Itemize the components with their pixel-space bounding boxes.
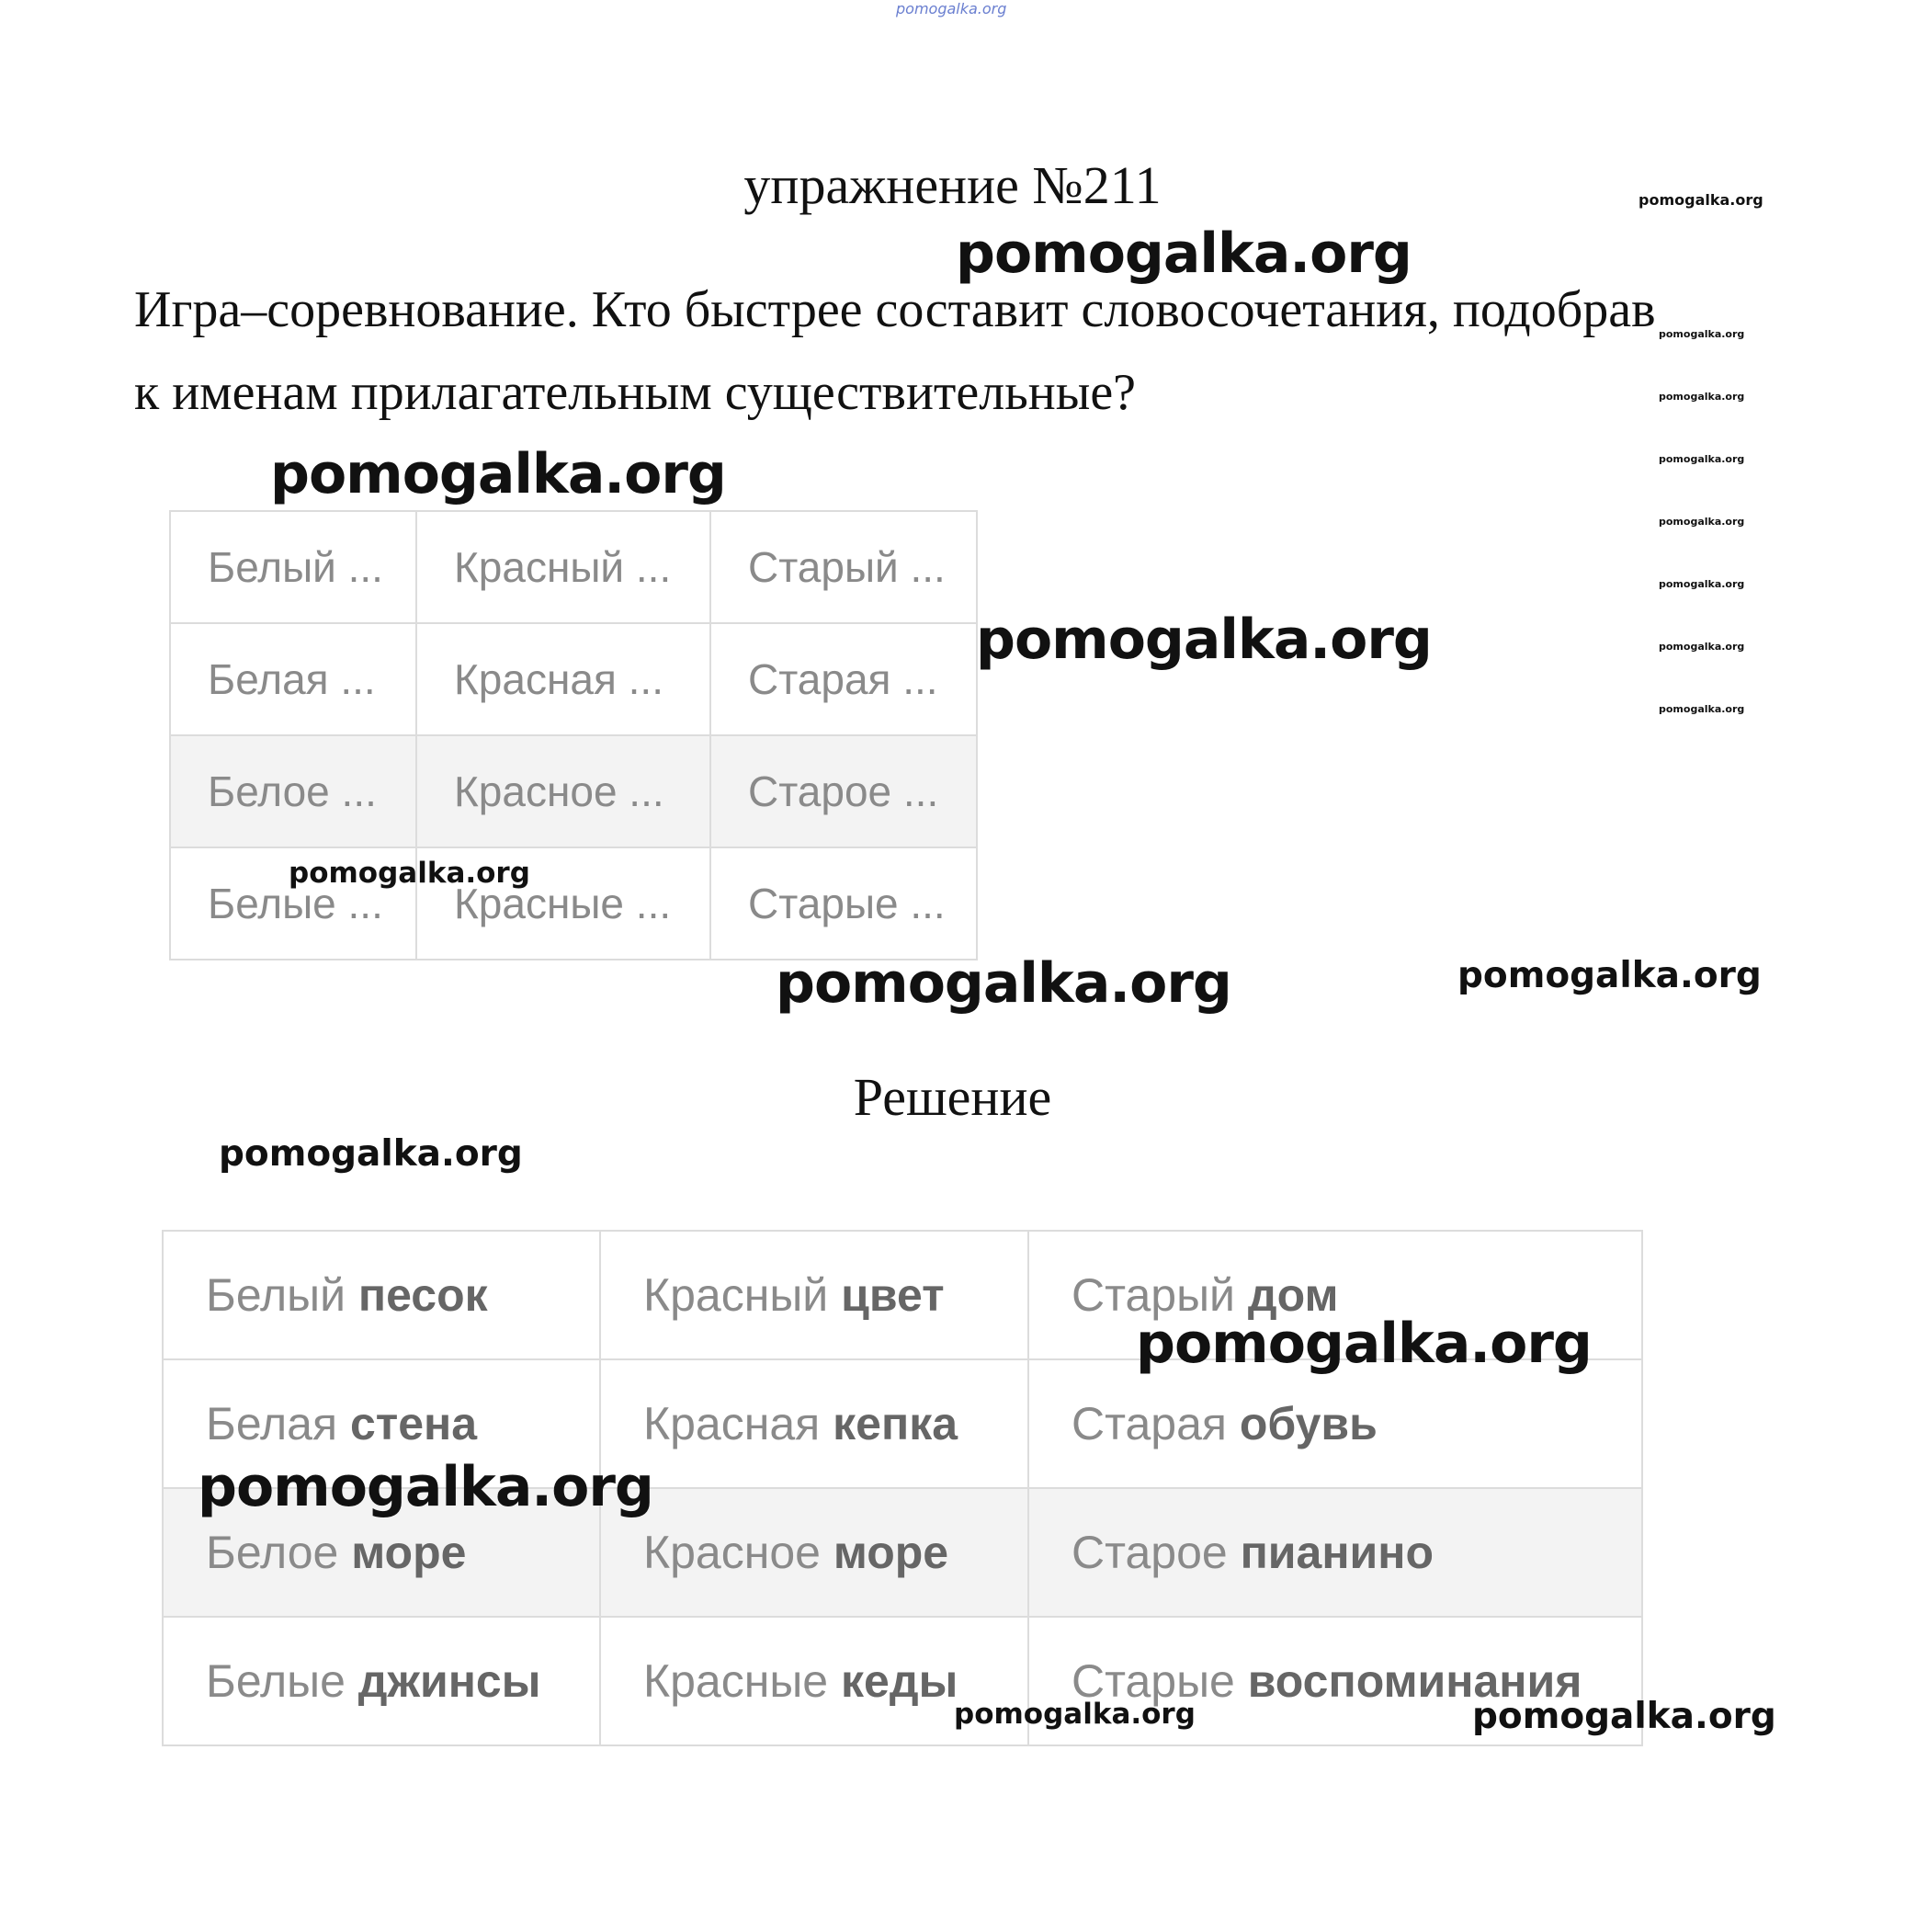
noun: море: [351, 1527, 467, 1578]
task-cell: Красное ...: [416, 735, 710, 847]
table-row: [163, 1617, 1642, 1745]
task-cell: Красная ...: [416, 623, 710, 735]
watermark: pomogalka.org: [776, 951, 1231, 1016]
adjective: Старое: [1072, 1527, 1228, 1578]
noun: цвет: [841, 1269, 945, 1321]
task-cell: Белые ...: [170, 847, 416, 960]
adjective: Старая: [1072, 1398, 1227, 1449]
adjective: Белая: [206, 1398, 338, 1449]
watermark: pomogalka.org: [1457, 955, 1762, 996]
noun: пианино: [1240, 1527, 1434, 1578]
adjective: Красный: [643, 1269, 829, 1321]
noun: дом: [1247, 1269, 1339, 1321]
noun: песок: [357, 1269, 488, 1321]
task-cell: Старые ...: [710, 847, 977, 960]
watermark: pomogalka.org: [1136, 1312, 1592, 1376]
task-cell: Старая ...: [710, 623, 977, 735]
adjective: Красное: [643, 1527, 821, 1578]
adjective: Белый: [206, 1269, 346, 1321]
adjective: Старый: [1072, 1269, 1235, 1321]
solution-cell: [600, 1231, 1028, 1359]
watermark: pomogalka.org: [198, 1455, 653, 1519]
watermark: pomogalka.org: [1659, 516, 1745, 528]
solution-cell: [163, 1231, 600, 1359]
solution-cell: [1028, 1488, 1642, 1617]
watermark: pomogalka.org: [956, 222, 1412, 286]
task-table: [169, 510, 978, 960]
watermark: pomogalka.org: [976, 608, 1432, 672]
watermark: pomogalka.org: [1659, 578, 1745, 590]
table-row: [170, 623, 977, 735]
watermark: pomogalka.org: [1472, 1696, 1776, 1737]
exercise-title: упражнение №211: [743, 155, 1162, 215]
task-cell: Старое ...: [710, 735, 977, 847]
noun: обувь: [1239, 1398, 1378, 1449]
adjective: Красные: [643, 1655, 829, 1707]
solution-cell: [163, 1617, 600, 1745]
task-text: [134, 268, 1770, 434]
noun: кепка: [833, 1398, 958, 1449]
watermark: pomogalka.org: [1659, 641, 1745, 653]
task-cell: Красные ...: [416, 847, 710, 960]
watermark: pomogalka.org: [1659, 391, 1745, 403]
table-row: [170, 511, 977, 623]
watermark: pomogalka.org: [954, 1698, 1196, 1731]
watermark: pomogalka.org: [1659, 453, 1745, 465]
watermark: pomogalka.org: [219, 1133, 523, 1175]
adjective: Красная: [643, 1398, 821, 1449]
noun: воспоминания: [1247, 1655, 1582, 1707]
task-cell: Старый ...: [710, 511, 977, 623]
adjective: Белое: [206, 1527, 339, 1578]
watermark-top: pomogalka.org: [896, 0, 1007, 17]
solution-cell: [600, 1359, 1028, 1488]
watermark: pomogalka.org: [1639, 191, 1763, 209]
task-cell: Белое ...: [170, 735, 416, 847]
task-line-2: к именам прилагательным существительные?: [134, 364, 1137, 421]
noun: джинсы: [357, 1655, 541, 1707]
noun: море: [833, 1527, 949, 1578]
noun: стена: [349, 1398, 478, 1449]
adjective: Белые: [206, 1655, 346, 1707]
watermark: pomogalka.org: [289, 857, 530, 890]
task-cell: Белая ...: [170, 623, 416, 735]
table-row: [170, 735, 977, 847]
watermark: pomogalka.org: [1659, 703, 1745, 715]
task-cell: Красный ...: [416, 511, 710, 623]
noun: кеды: [841, 1655, 958, 1707]
solution-cell: [600, 1488, 1028, 1617]
task-cell: Белый ...: [170, 511, 416, 623]
watermark: pomogalka.org: [1659, 328, 1745, 340]
watermark: pomogalka.org: [270, 442, 726, 506]
solution-cell: [1028, 1359, 1642, 1488]
task-line-1: Игра–соревнование. Кто быстрее составит словосочетания, подобрав: [134, 281, 1656, 338]
solution-title: Решение: [853, 1067, 1052, 1127]
adjective: Старые: [1072, 1655, 1235, 1707]
